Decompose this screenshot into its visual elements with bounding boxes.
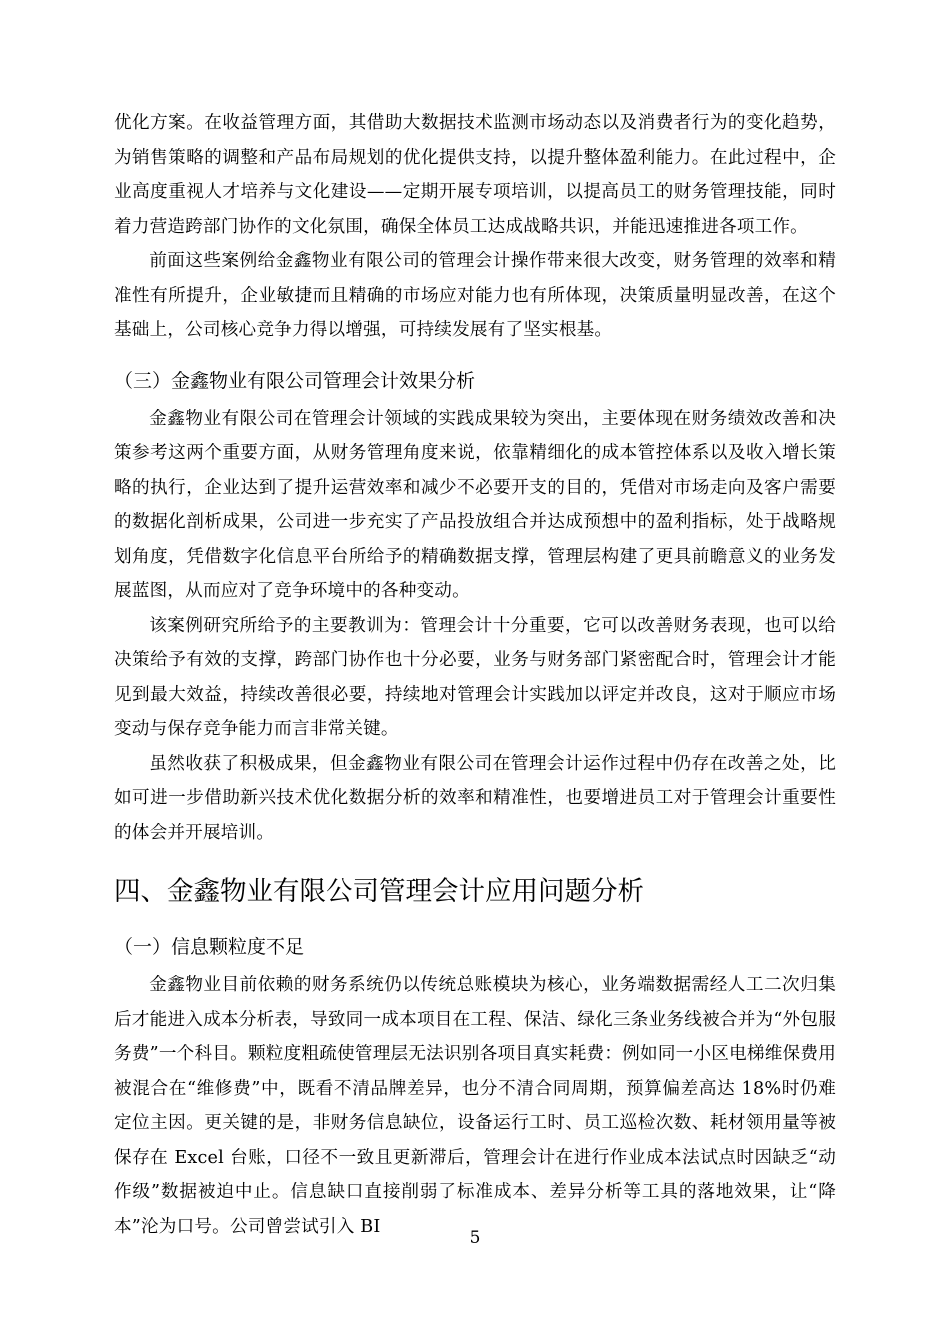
- page-number: 5: [469, 1228, 481, 1248]
- section-heading-effect-analysis: （三）金鑫物业有限公司管理会计效果分析: [114, 369, 476, 392]
- paragraph-granularity: 金鑫物业目前依赖的财务系统仍以传统总账模块为核心，业务端数据需经人工二次归集后才能进入成本分析表，导致同一成本项目在工程、保洁、绿化三条业务线被合并为“外包服务费”一个科目。颗粒度粗疏使管理层无法识别各项目真实耗费：例如同一小区电梯维保费用被混合在“维修费”中，既看不清品牌差异，也分不清合同周期，预算偏差高达 18%时仍难定位主因。更关键的是，非财务信息缺位，设备运行工时、员工巡检次数、耗材领用量等被保存在 Excel 台账，口径不一致且更新滞后，管理会计在进行作业成本法试点时因缺乏“动作级”数据被迫中止。信息缺口直接削弱了标准成本、差异分析等工具的落地效果，让“降本”沦为口号。公司曾尝试引入 BI: [114, 975, 836, 1237]
- paragraph-improvements: 虽然收获了积极成果，但金鑫物业有限公司在管理会计运作过程中仍存在改善之处，比如可进一步借助新兴技术优化数据分析的效率和精准性，也要增进员工对于管理会计重要性的体会并开展培训。: [114, 753, 836, 843]
- section-heading-granularity: （一）信息颗粒度不足: [114, 936, 305, 958]
- paragraph-continuation: 优化方案。在收益管理方面，其借助大数据技术监测市场动态以及消费者行为的变化趋势，为销售策略的调整和产品布局规划的优化提供支持，以提升整体盈利能力。在此过程中，企业高度重视人才培养与文化建设——定期开展专项培训，以提高员工的财务管理技能，同时着力营造跨部门协作的文化氛围，确保全体员工达成战略共识，并能迅速推进各项工作。: [114, 113, 836, 237]
- document-page: [114, 106, 836, 1244]
- chapter-heading-problem-analysis: 四、金鑫物业有限公司管理会计应用问题分析: [114, 876, 644, 907]
- paragraph-case-summary: 前面这些案例给金鑫物业有限公司的管理会计操作带来很大改变，财务管理的效率和精准性有所提升，企业敏捷而且精确的市场应对能力也有所体现，决策质量明显改善，在这个基础上，公司核心竞争力得以增强，可持续发展有了坚实根基。: [114, 251, 836, 340]
- paragraph-effect-results: 金鑫物业有限公司在管理会计领域的实践成果较为突出，主要体现在财务绩效改善和决策参考这两个重要方面，从财务管理角度来说，依靠精细化的成本管控体系以及收入增长策略的执行，企业达到了提升运营效率和减少不必要开支的目的，凭借对市场走向及客户需要的数据化剖析成果，公司进一步充实了产品投放组合并达成预想中的盈利指标，处于战略规划角度，凭借数字化信息平台所给予的精确数据支撑，管理层构建了更具前瞻意义的业务发展蓝图，从而应对了竞争环境中的各种变动。: [114, 408, 836, 601]
- paragraph-lessons: 该案例研究所给予的主要教训为：管理会计十分重要，它可以改善财务表现，也可以给决策给予有效的支撑，跨部门协作也十分必要，业务与财务部门紧密配合时，管理会计才能见到最大效益，持续改善很必要，持续地对管理会计实践加以评定并改良，这对于顺应市场变动与保存竞争能力而言非常关键。: [114, 615, 836, 739]
